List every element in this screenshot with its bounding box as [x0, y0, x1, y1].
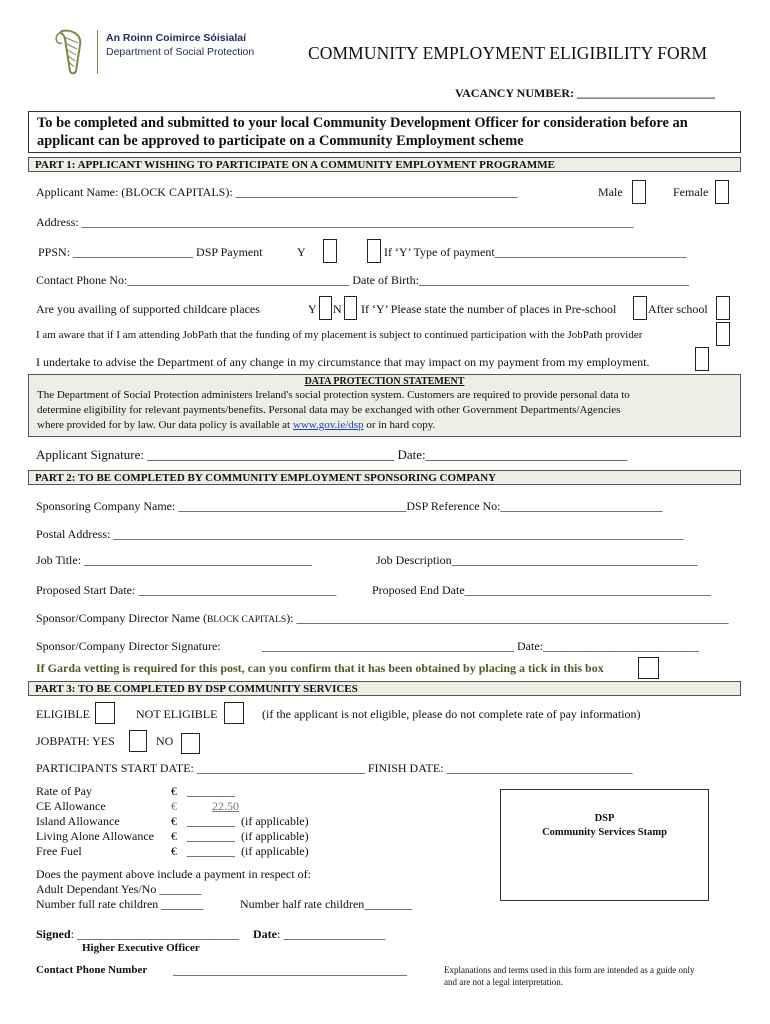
rate-of-pay-label: Rate of Pay	[36, 784, 92, 798]
community-services-stamp-box	[500, 789, 709, 901]
stamp-dsp: DSP	[594, 813, 615, 824]
contact-phone-number-field[interactable]: _______________________________________	[173, 963, 407, 977]
rate-labels	[36, 784, 154, 859]
director-name-pre: Sponsor/Company Director Name (	[36, 611, 207, 625]
part1-heading: PART 1: APPLICANT WISHING TO PARTICIPATE ON A COMMUNITY EMPLOYMENT PROGRAMME	[28, 157, 741, 172]
vacancy-number-field[interactable]: VACANCY NUMBER: _______________________	[455, 86, 715, 100]
jobpath-no-checkbox[interactable]	[181, 733, 200, 754]
island-allowance-input[interactable]: ________	[187, 814, 235, 828]
payment-type-field[interactable]: If ‘Y’ Type of payment________________________________	[384, 245, 687, 259]
undertake-statement: I undertake to advise the Department of any change in my circumstance that may impact on my payment from my employment.	[36, 355, 650, 369]
living-alone-allowance-label: Living Alone Allowance	[36, 829, 154, 843]
signed-line: : ___________________________	[70, 927, 240, 941]
heo-label: Higher Executive Officer	[82, 942, 200, 954]
jobpath-aware-statement: I am aware that if I am attending JobPath that the funding of my placement is subject to continued participation with the JobPath provider	[36, 329, 643, 341]
childcare-n-label: N	[333, 302, 342, 316]
rate-of-pay-input[interactable]: ________	[187, 784, 235, 798]
applicant-signature-field[interactable]: Applicant Signature: ______________________________________ Date:_______________________________	[36, 447, 628, 462]
disclaimer-line2: and are not a legal interpretation.	[444, 977, 563, 987]
signed-label: Signed	[36, 927, 71, 941]
free-fuel-euro: €	[171, 844, 177, 858]
jobpath-yes-checkbox[interactable]	[129, 730, 147, 752]
childcare-y-checkbox[interactable]	[319, 296, 332, 320]
dsp-payment-n-checkbox[interactable]	[367, 239, 381, 263]
rate-values	[187, 784, 239, 859]
org-name-english: Department of Social Protection	[106, 46, 255, 58]
jobpath-no-label: NO	[156, 734, 174, 748]
preschool-checkbox[interactable]	[633, 296, 647, 320]
signed-date-line: : _________________	[277, 927, 386, 941]
job-title-field[interactable]: Job Title: ______________________________________	[36, 553, 313, 567]
adult-dependant-field[interactable]: Adult Dependant Yes/No _______	[36, 882, 202, 896]
part2-heading: PART 2: TO BE COMPLETED BY COMMUNITY EMPLOYMENT SPONSORING COMPANY	[28, 470, 741, 485]
eligible-checkbox[interactable]	[95, 702, 115, 724]
ppsn-field[interactable]: PPSN: ____________________ DSP Payment	[38, 245, 263, 259]
childcare-n-checkbox[interactable]	[344, 296, 357, 320]
preschool-places-label: If ‘Y’ Please state the number of places in Pre-school	[361, 302, 617, 316]
rate-euro-signs	[171, 784, 177, 859]
not-eligible-label: NOT ELIGIBLE	[136, 707, 218, 721]
rate-of-pay-euro: €	[171, 784, 177, 798]
ce-allowance-euro: €	[171, 799, 177, 813]
island-allowance-euro: €	[171, 814, 177, 828]
proposed-end-date-field[interactable]: Proposed End Date_________________________________________	[372, 583, 711, 597]
female-checkbox[interactable]	[715, 180, 729, 204]
data-protection-heading: DATA PROTECTION STATEMENT	[304, 376, 465, 387]
free-fuel-input[interactable]: ________	[187, 844, 235, 858]
island-allowance-note: (if applicable)	[241, 814, 309, 828]
childcare-y-label: Y	[308, 302, 317, 316]
disclaimer-line1: Explanations and terms used in this form are intended as a guide only	[444, 965, 695, 975]
director-name-field[interactable]	[36, 611, 729, 626]
org-name-irish: An Roinn Coimirce Sóisialaí	[106, 32, 247, 44]
part3-heading: PART 3: TO BE COMPLETED BY DSP COMMUNITY SERVICES	[28, 681, 741, 696]
island-allowance-label: Island Allowance	[36, 814, 120, 828]
director-signature-label: Sponsor/Company Director Signature:	[36, 639, 221, 653]
harp-icon	[50, 27, 90, 77]
contact-phone-dob-field[interactable]: Contact Phone No:_____________________________________ Date of Birth:_____________________________________________	[36, 273, 689, 287]
form-title: COMMUNITY EMPLOYMENT ELIGIBILITY FORM	[308, 43, 708, 63]
data-policy-link[interactable]: www.gov.ie/dsp	[292, 419, 364, 431]
jobpath-yes-label: JOBPATH: YES	[36, 734, 115, 748]
signed-field[interactable]	[36, 927, 239, 942]
contact-phone-number-label: Contact Phone Number	[36, 964, 148, 976]
rate-notes	[241, 799, 309, 859]
childcare-question: Are you availing of supported childcare places	[36, 302, 260, 316]
dsp-payment-y-label: Y	[297, 245, 306, 259]
logo-divider	[97, 30, 98, 74]
sponsoring-company-field[interactable]: Sponsoring Company Name: ______________________________________DSP Reference No:___________________________	[36, 499, 663, 513]
ce-allowance-label: CE Allowance	[36, 799, 106, 813]
director-signature-field[interactable]: __________________________________________ Date:__________________________	[262, 639, 699, 653]
stamp-label: Community Services Stamp	[542, 827, 667, 838]
disclaimer	[444, 964, 694, 988]
living-alone-note: (if applicable)	[241, 829, 309, 843]
start-finish-date-field[interactable]: PARTICIPANTS START DATE: ____________________________ FINISH DATE: _______________________________	[36, 761, 633, 775]
data-protection-line3-pre: where provided for by law. Our data policy is available at	[37, 419, 293, 431]
data-protection-statement	[28, 374, 741, 437]
after-school-checkbox[interactable]	[716, 296, 730, 320]
jobpath-aware-checkbox[interactable]	[716, 322, 730, 346]
address-field[interactable]: Address: ____________________________________________________________________________________________	[36, 215, 634, 229]
director-name-post: ): ________________________________________________________________________	[286, 611, 729, 625]
postal-address-field[interactable]: Postal Address: _______________________________________________________________________________________________	[36, 527, 684, 541]
proposed-start-date-field[interactable]: Proposed Start Date: _________________________________	[36, 583, 337, 597]
half-rate-children-field[interactable]: Number half rate children________	[240, 897, 413, 911]
department-logo	[50, 27, 290, 77]
signed-date-field[interactable]	[253, 927, 385, 942]
eligible-label: ELIGIBLE	[36, 707, 90, 721]
applicant-name-field[interactable]: Applicant Name: (BLOCK CAPITALS): _______________________________________________	[36, 185, 518, 199]
garda-vetting-checkbox[interactable]	[638, 657, 659, 679]
living-alone-input[interactable]: ________	[187, 829, 235, 843]
living-alone-euro: €	[171, 829, 177, 843]
dsp-payment-y-checkbox[interactable]	[323, 239, 337, 263]
intro-instructions: To be completed and submitted to your local Community Development Officer for consideration before an applicant can be approved to participate on a Community Employment scheme	[28, 111, 741, 153]
not-eligible-checkbox[interactable]	[224, 702, 244, 724]
signed-date-label: Date	[253, 927, 277, 941]
female-label: Female	[673, 185, 709, 199]
free-fuel-note: (if applicable)	[241, 844, 309, 858]
male-label: Male	[598, 185, 623, 199]
data-protection-line3	[37, 418, 732, 433]
undertake-checkbox[interactable]	[695, 347, 709, 371]
full-rate-children-field[interactable]: Number full rate children _______	[36, 897, 204, 911]
after-school-label: After school	[648, 302, 708, 316]
garda-vetting-question: If Garda vetting is required for this post, can you confirm that it has been obtained by placing a tick in this box	[36, 661, 604, 675]
job-description-field[interactable]: Job Description_________________________________________	[376, 553, 698, 567]
not-eligible-note: (if the applicant is not eligible, please do not complete rate of pay information)	[262, 707, 641, 721]
data-protection-line3-post: or in hard copy.	[363, 419, 436, 431]
payment-question: Does the payment above include a payment in respect of:	[36, 867, 311, 881]
data-protection-line2: determine eligibility for relevant payments/benefits. Personal data may be exchanged with other Government Departments/Agencies	[37, 404, 621, 416]
ce-allowance-value: 22.50	[212, 799, 239, 813]
data-protection-line1: The Department of Social Protection administers Ireland's social protection system. Customers are required to provide personal data to	[37, 389, 630, 401]
director-name-caps: BLOCK CAPITALS	[206, 615, 287, 625]
male-checkbox[interactable]	[632, 180, 646, 204]
free-fuel-label: Free Fuel	[36, 844, 82, 858]
